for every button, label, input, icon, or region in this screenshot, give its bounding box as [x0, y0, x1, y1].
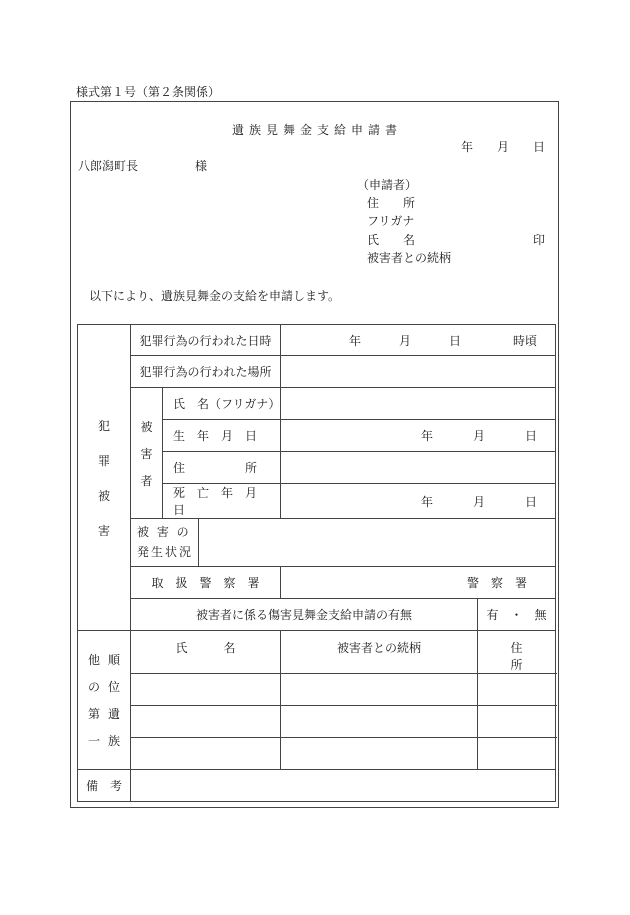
family-col-name: 氏 名 [131, 631, 281, 674]
applicant-name-label: 氏 名 [367, 233, 416, 247]
victim-birth-label: 生 年 月 日 [163, 420, 281, 452]
remarks-field[interactable] [131, 770, 556, 802]
family-row-2-relation[interactable] [281, 706, 478, 738]
form-number: 様式第１号（第２条関係） [76, 85, 221, 99]
victim-address-field[interactable] [281, 452, 556, 484]
date-day: 日 [533, 140, 546, 154]
family-row-1-address[interactable] [478, 674, 556, 706]
victim-death-label: 死 亡 年 月 日 [163, 484, 281, 519]
family-row-1-name[interactable] [131, 674, 281, 706]
police-station-label: 取 扱 警 察 署 [131, 567, 281, 599]
date-month: 月 [497, 140, 510, 154]
victim-death-field[interactable]: 年 月 日 [281, 484, 556, 519]
honorific: 様 [195, 159, 208, 173]
family-row-2-name[interactable] [131, 706, 281, 738]
damage-situation-field[interactable] [199, 519, 556, 567]
applicant-relation-label: 被害者との続柄 [367, 251, 452, 265]
family-col-relation: 被害者との続柄 [281, 631, 478, 674]
victim-side-header: 被 害 者 [131, 388, 163, 519]
injury-application-label: 被害者に係る傷害見舞金支給申請の有無 [131, 599, 478, 631]
application-table [77, 324, 583, 802]
crime-datetime-field[interactable]: 年 月 日 時頃 [281, 325, 556, 356]
intro-text: 以下により、遺族見舞金の支給を申請します。 [89, 289, 341, 303]
other-family-side-header: 他 の 第 一 順 位 遺 族 [78, 631, 131, 770]
family-row-3-name[interactable] [131, 738, 281, 770]
family-col-address: 住 所 [478, 631, 556, 674]
family-row-3-address[interactable] [478, 738, 556, 770]
damage-situation-label: 被 害 の 発生状況 [131, 519, 199, 567]
applicant-heading: （申請者） [357, 178, 418, 192]
police-station-field[interactable]: 警 察 署 [281, 567, 556, 599]
crime-datetime-label: 犯罪行為の行われた日時 [131, 325, 281, 356]
victim-name-field[interactable] [281, 388, 556, 420]
family-row-1-relation[interactable] [281, 674, 478, 706]
applicant-furigana-label: フリガナ [367, 214, 415, 228]
family-row-2-address[interactable] [478, 706, 556, 738]
family-row-3-relation[interactable] [281, 738, 478, 770]
seal-mark: 印 [533, 233, 546, 247]
date-year: 年 [461, 140, 474, 154]
injury-application-choice[interactable]: 有 ・ 無 [478, 599, 556, 631]
form-title: 遺族見舞金支給申請書 [232, 123, 403, 137]
victim-address-label: 住 所 [163, 452, 281, 484]
applicant-address-label: 住 所 [367, 196, 416, 210]
crime-side-header: 犯 罪 被 害 [78, 325, 131, 631]
victim-name-label: 氏 名（フリガナ） [163, 388, 281, 420]
crime-place-label: 犯罪行為の行われた場所 [131, 356, 281, 388]
crime-place-field[interactable] [281, 356, 556, 388]
victim-birth-field[interactable]: 年 月 日 [281, 420, 556, 452]
addressee: 八郎潟町長 [78, 159, 139, 173]
remarks-label: 備 考 [78, 770, 131, 802]
